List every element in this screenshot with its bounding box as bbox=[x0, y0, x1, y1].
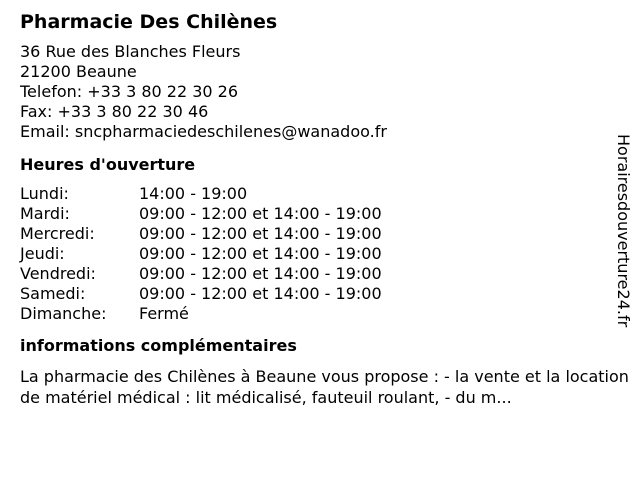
day-label: Dimanche: bbox=[20, 304, 107, 323]
day-label: Samedi: bbox=[20, 284, 86, 303]
site-watermark: Horairesdouverture24.fr bbox=[614, 134, 633, 328]
address-street: 36 Rue des Blanches Fleurs bbox=[20, 42, 241, 61]
opening-hours-list bbox=[20, 184, 620, 324]
day-label: Jeudi: bbox=[20, 244, 65, 263]
time-value: 09:00 - 12:00 et 14:00 - 19:00 bbox=[139, 264, 382, 283]
hours-row-tuesday bbox=[20, 204, 620, 224]
additional-info-heading: informations complémentaires bbox=[20, 336, 297, 355]
hours-row-thursday bbox=[20, 244, 620, 264]
hours-row-saturday bbox=[20, 284, 620, 304]
hours-row-friday bbox=[20, 264, 620, 284]
time-value: Fermé bbox=[139, 304, 189, 323]
time-value: 09:00 - 12:00 et 14:00 - 19:00 bbox=[139, 204, 382, 223]
email-address: Email: sncpharmaciedeschilenes@wanadoo.fr bbox=[20, 122, 387, 141]
additional-info-text: La pharmacie des Chilènes à Beaune vous propose : - la vente et la location de matériel médical : lit médicalisé, fauteuil roulant, - du m... bbox=[20, 367, 629, 407]
time-value: 09:00 - 12:00 et 14:00 - 19:00 bbox=[139, 284, 382, 303]
day-label: Lundi: bbox=[20, 184, 69, 203]
opening-hours-heading: Heures d'ouverture bbox=[20, 155, 196, 174]
pharmacy-name: Pharmacie Des Chilènes bbox=[20, 11, 278, 33]
hours-row-sunday bbox=[20, 304, 620, 324]
day-label: Vendredi: bbox=[20, 264, 96, 283]
day-label: Mardi: bbox=[20, 204, 70, 223]
address-city: 21200 Beaune bbox=[20, 62, 137, 81]
fax-number: Fax: +33 3 80 22 30 46 bbox=[20, 102, 209, 121]
phone-number: Telefon: +33 3 80 22 30 26 bbox=[20, 82, 239, 101]
time-value: 14:00 - 19:00 bbox=[139, 184, 248, 203]
time-value: 09:00 - 12:00 et 14:00 - 19:00 bbox=[139, 244, 382, 263]
hours-row-monday bbox=[20, 184, 620, 204]
hours-row-wednesday bbox=[20, 224, 620, 244]
time-value: 09:00 - 12:00 et 14:00 - 19:00 bbox=[139, 224, 382, 243]
day-label: Mercredi: bbox=[20, 224, 95, 243]
